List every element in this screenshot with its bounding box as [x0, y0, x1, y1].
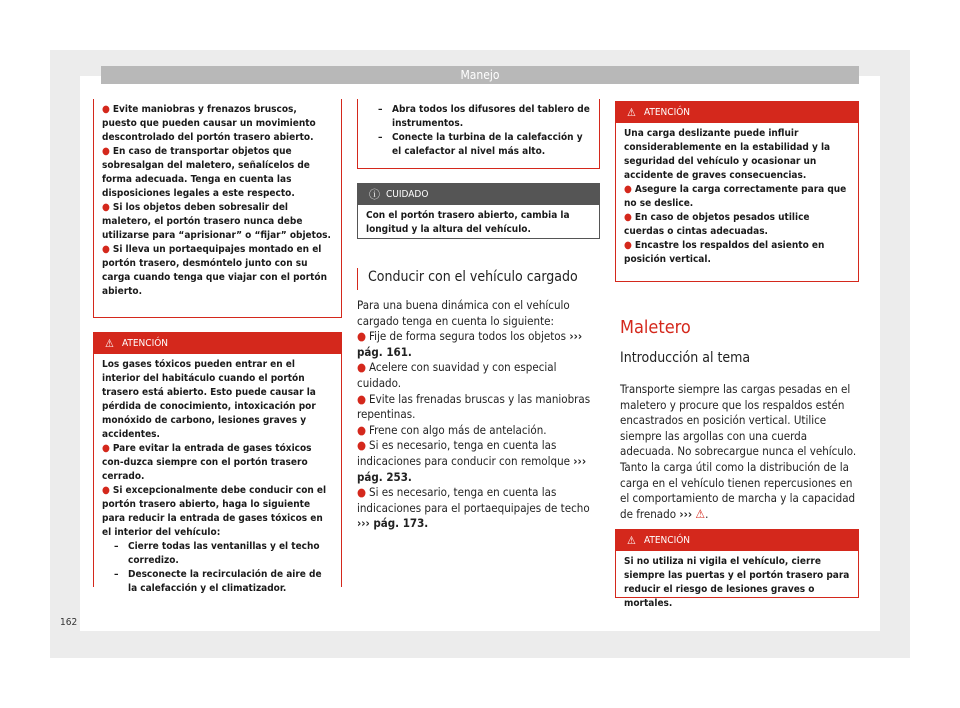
caution-box	[357, 183, 600, 239]
warning-triangle-icon: ⚠	[627, 534, 636, 547]
dash-item: – Desconecte la recirculación de aire de la calefacción y el climatizador.	[114, 569, 322, 594]
bullet-item: ● Encastre los respaldos del asiento en posición vertical.	[624, 240, 825, 265]
section-title-conducir: Conducir con el vehículo cargado	[368, 269, 578, 285]
bullet-item: ● Acelere con suavidad y con especial cuidado.	[357, 360, 557, 390]
warning-box-carga	[615, 101, 859, 282]
dash-item: – Conecte la turbina de la calefacción y el calefactor al nivel más alto.	[378, 132, 583, 157]
bullet-item: ● Frene con algo más de antelación.	[357, 422, 547, 437]
warning-text: Si no utiliza ni vigila el vehículo, cierre siempre las puertas y el portón trasero para reducir el riesgo de lesiones graves o mortales.	[624, 556, 850, 609]
warning-box-continuation-2	[357, 99, 600, 169]
warning-triangle-icon: ⚠	[105, 337, 114, 350]
conducir-body	[357, 298, 602, 532]
chapter-title-maletero: Maletero	[620, 317, 691, 338]
maletero-body: Transporte siempre las cargas pesadas en el maletero y procure que los respaldos estén encastrados en posición vertical. Utilice siempre las argollas con una cuerda adecuada. No sobrecargue nunca el vehículo. Tanto la carga útil como la distribución de la carga en el vehículo tienen repercusiones en el comportamiento de marcha y la capacidad de frenado ››› ⚠.	[620, 382, 857, 521]
bullet-item: ● Asegure la carga correctamente para que no se deslice.	[624, 184, 847, 209]
section-title-introduccion: Introducción al tema	[620, 350, 751, 366]
warning-intro: Una carga deslizante puede influir considerablemente en la estabilidad y la seguridad del vehículo y ocasionar un accidente de graves consecuencias.	[624, 128, 831, 181]
bullet-item: ● Evite maniobras y frenazos bruscos, puesto que pueden causar un movimiento descontrolado del portón trasero abierto.	[102, 104, 316, 143]
bullet-item: ● Si lleva un portaequipajes montado en el portón trasero, desmóntelo junto con su carga cuando tenga que viajar con el portón abierto.	[102, 244, 328, 297]
page-ref-link[interactable]: ›››	[679, 506, 693, 521]
dash-item: – Abra todos los difusores del tablero de instrumentos.	[378, 104, 590, 129]
conducir-intro: Para una buena dinámica con el vehículo cargado tenga en cuenta lo siguiente:	[357, 298, 570, 328]
bullet-item: ● Evite las frenadas bruscas y las maniobras repentinas.	[357, 391, 591, 422]
section-divider	[357, 268, 358, 290]
page-ref-link[interactable]: ››› pág. 161.	[357, 329, 583, 359]
page-header: Manejo	[101, 66, 859, 84]
warning-box-gases	[93, 332, 342, 594]
bullet-item: ● Si excepcionalmente debe conducir con el portón trasero abierto, haga lo siguiente para reducir la entrada de gases tóxicos en el interior del vehículo:	[102, 485, 327, 538]
dash-item: – Cierre todas las ventanillas y el techo corredizo.	[114, 541, 320, 566]
warning-triangle-icon: ⚠	[695, 506, 706, 521]
warning-header: ⚠ ATENCIÓN	[94, 333, 341, 354]
bullet-item: ● Si es necesario, tenga en cuenta las indicaciones para el portaequipajes de techo ››› pág. 173.	[357, 485, 590, 531]
caution-text: Con el portón trasero abierto, cambia la longitud y la altura del vehículo.	[366, 210, 570, 235]
bullet-item: ● Fije de forma segura todos los objetos ››› pág. 161.	[357, 329, 583, 359]
bullet-item: ● Si los objetos deben sobresalir del maletero, el portón trasero nunca debe utilizarse para “aprisionar” o “fijar” objetos.	[102, 202, 331, 241]
bullet-item: ● Pare evitar la entrada de gases tóxicos con-duzca siempre con el portón trasero cerrado.	[102, 443, 312, 482]
page-ref-link[interactable]: ››› pág. 173.	[357, 516, 429, 531]
bullet-item: ● En caso de objetos pesados utilice cuerdas o cintas adecuadas.	[624, 212, 810, 237]
info-circle-icon: ⓘ	[369, 188, 380, 201]
warning-header: ⚠ ATENCIÓN	[616, 102, 858, 123]
caution-header: ⓘ CUIDADO	[358, 184, 599, 205]
warning-triangle-icon: ⚠	[627, 106, 636, 119]
bullet-item: ● En caso de transportar objetos que sobresalgan del maletero, señalícelos de forma adecuada. Tenga en cuenta las disposiciones legales a este respecto.	[102, 146, 310, 199]
page-number: 162	[60, 617, 78, 628]
warning-intro: Los gases tóxicos pueden entrar en el interior del habitáculo cuando el portón trasero está abierto. Esto puede causar la pérdida de conocimiento, intoxicación por monóxido de carbono, lesiones graves y accidentes.	[102, 359, 316, 440]
page-ref-link[interactable]: ››› pág. 253.	[357, 453, 587, 484]
bullet-item: ● Si es necesario, tenga en cuenta las indicaciones para conducir con remolque ››› pág. 253.	[357, 438, 587, 484]
warning-header: ⚠ ATENCIÓN	[616, 530, 858, 551]
warning-box-continuation	[93, 99, 342, 318]
warning-box-puertas	[615, 529, 859, 609]
